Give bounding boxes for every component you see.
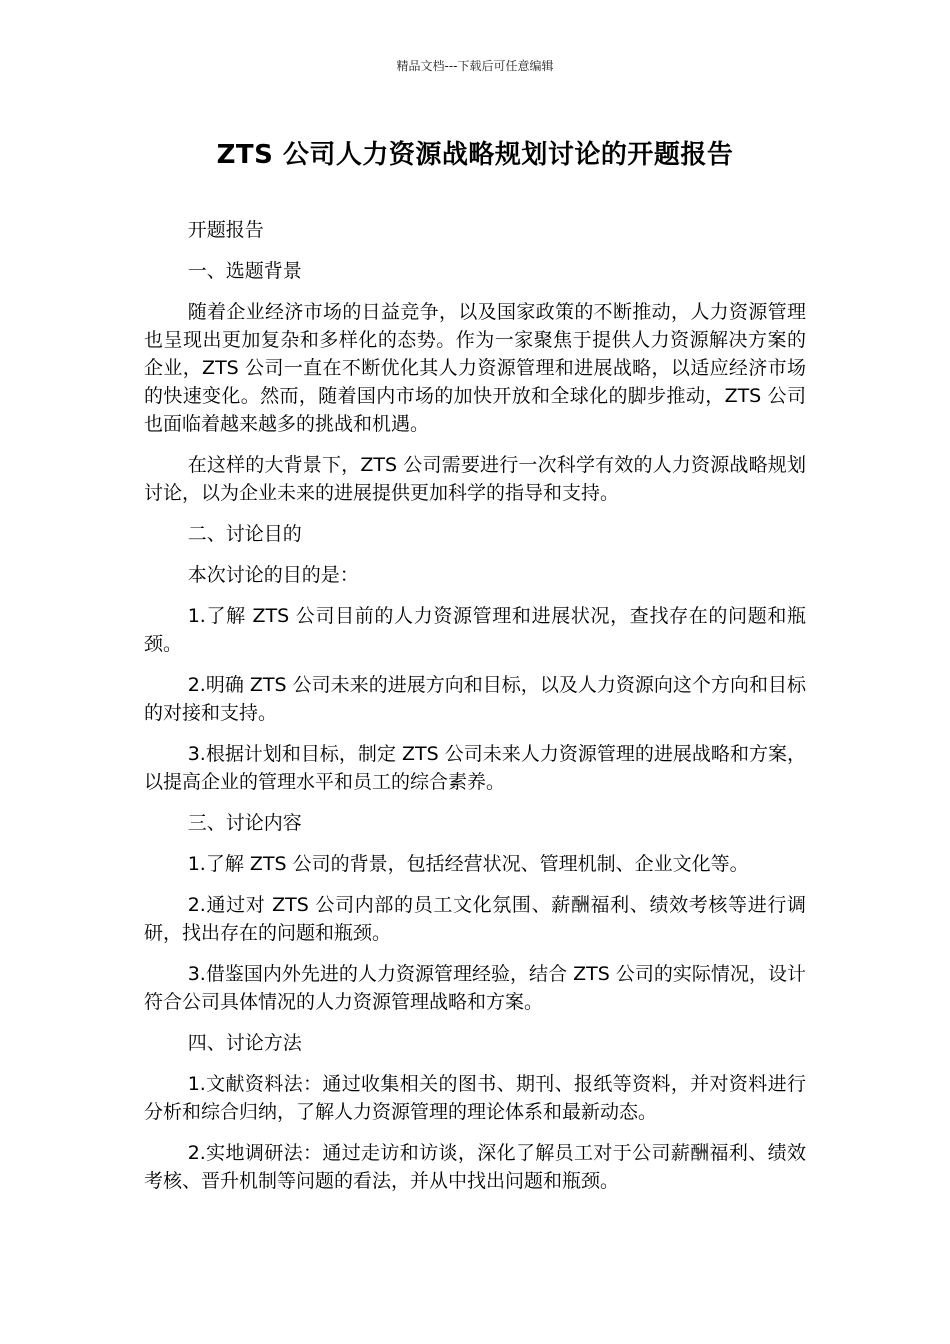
section-heading-purpose: 二、讨论目的 [187, 523, 302, 545]
list-item-method-1: 1.文献资料法：通过收集相关的图书、期刊、报纸等资料，并对资料进行分析和综合归纳，了解人力资源管理的理论体系和最新动态。 [144, 1073, 806, 1123]
list-item-content-3: 3.借鉴国内外先进的人力资源管理经验，结合 ZTS 公司的实际情况，设计符合公司具体情况的人力资源管理战略和方案。 [144, 963, 806, 1013]
section-label-report: 开题报告 [187, 219, 264, 241]
paragraph-purpose-intro: 本次讨论的目的是： [187, 564, 359, 586]
section-heading-method: 四、讨论方法 [187, 1032, 302, 1054]
list-item-content-2: 2.通过对 ZTS 公司内部的员工文化氛围、薪酬福利、绩效考核等进行调研，找出存在的问题和瓶颈。 [144, 894, 806, 944]
paragraph-background-2: 在这样的大背景下，ZTS 公司需要进行一次科学有效的人力资源战略规划讨论，以为企业未来的进展提供更加科学的指导和支持。 [144, 454, 806, 504]
header-note: 精品文档---下载后可任意编辑 [396, 59, 554, 73]
list-item-content-1: 1.了解 ZTS 公司的背景，包括经营状况、管理机制、企业文化等。 [187, 853, 749, 875]
list-item-purpose-2: 2.明确 ZTS 公司未来的进展方向和目标，以及人力资源向这个方向和目标的对接和支持。 [144, 674, 806, 724]
document-body [144, 216, 806, 1208]
paragraph-background-1: 随着企业经济市场的日益竞争，以及国家政策的不断推动，人力资源管理也呈现出更加复杂和多样化的态势。作为一家聚焦于提供人力资源解决方案的企业，ZTS 公司一直在不断优化其人力资源管理和进展战略，以适应经济市场的快速变化。然而，随着国内市场的加快开放和全球化的脚步推动，ZTS 公司也面临着越来越多的挑战和机遇。 [144, 301, 806, 435]
list-item-method-2: 2.实地调研法：通过走访和访谈，深化了解员工对于公司薪酬福利、绩效考核、晋升机制等问题的看法，并从中找出问题和瓶颈。 [144, 1142, 806, 1192]
section-heading-content: 三、讨论内容 [187, 812, 302, 834]
list-item-purpose-1: 1.了解 ZTS 公司目前的人力资源管理和进展状况，查找存在的问题和瓶颈。 [144, 605, 806, 655]
document-title: ZTS 公司人力资源战略规划讨论的开题报告 [216, 140, 734, 170]
section-heading-background: 一、选题背景 [187, 260, 302, 282]
list-item-purpose-3: 3.根据计划和目标，制定 ZTS 公司未来人力资源管理的进展战略和方案，以提高企业的管理水平和员工的综合素养。 [144, 743, 806, 793]
